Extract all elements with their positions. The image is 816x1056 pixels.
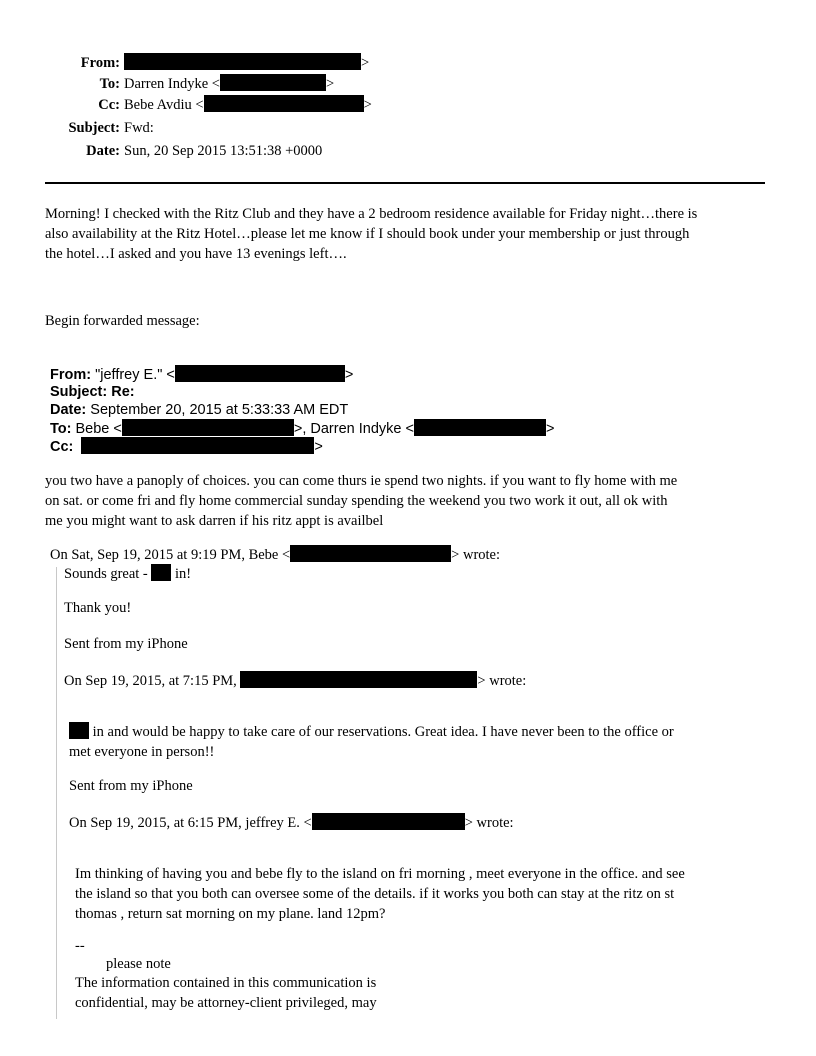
to-name: Darren Indyke < xyxy=(124,76,220,92)
body-line: the hotel…I asked and you have 13 evenings left…. xyxy=(45,246,347,262)
redacted-fwd-to-email-1 xyxy=(122,419,294,436)
attribution-3: On Sep 19, 2015, at 6:15 PM, jeffrey E. < > wrote: xyxy=(69,815,514,831)
fwd-from-close: > xyxy=(344,367,354,383)
redacted-fwd-to-email-2 xyxy=(414,419,546,436)
subject-value: Fwd: xyxy=(124,120,154,136)
fwd-to-value1: Bebe < xyxy=(75,421,122,437)
quoted-message-3: Im thinking of having you and bebe fly to the island on fri morning , meet everyone in the office. and see the island so that you both can oversee some of the details. if it works you both can stay at the ritz on st thomas , return sat morning on my plane. land 12pm? xyxy=(75,866,685,922)
to-close-bracket: > xyxy=(325,76,335,92)
quote-bar xyxy=(56,567,57,1019)
quoted-message-2: in and would be happy to take care of our reservations. Great idea. I have never been to the office or met everyone in person!! xyxy=(69,724,674,760)
header-divider xyxy=(45,182,765,184)
fwd-date-label: Date: xyxy=(50,402,87,418)
fwd-date-row xyxy=(50,401,348,419)
fwd-to-value2: >, Darren Indyke < xyxy=(293,421,414,437)
body-line: Morning! I checked with the Ritz Club and they have a 2 bedroom residence available for Friday night…there is xyxy=(45,206,698,222)
cc-label: Cc: xyxy=(98,97,120,113)
subject-label: Subject: xyxy=(68,120,120,136)
reply-line: you two have a panoply of choices. you can come thurs ie spend two nights. if you want to fly home with me xyxy=(45,473,678,489)
fwd-cc-close: > xyxy=(314,439,323,455)
fwd-cc-label: Cc: xyxy=(50,439,74,455)
signature-dash: -- xyxy=(75,938,85,954)
reply-line: me you might want to ask darren if his ritz appt is availbel xyxy=(45,513,384,529)
date-label: Date: xyxy=(86,143,120,159)
thanks-line: Thank you! xyxy=(64,600,132,616)
date-value: Sun, 20 Sep 2015 13:51:38 +0000 xyxy=(124,143,323,159)
fwd-from-value: "jeffrey E." < xyxy=(95,367,175,383)
to-label: To: xyxy=(99,76,120,92)
fwd-subject-row xyxy=(50,383,135,401)
fwd-to-close: > xyxy=(545,421,555,437)
attribution-2: On Sep 19, 2015, at 7:15 PM, > wrote: xyxy=(64,673,527,689)
from-label: From: xyxy=(80,55,120,71)
sent-from-iphone-1: Sent from my iPhone xyxy=(64,636,188,652)
reply-line: on sat. or come fri and fly home commercial sunday spending the weekend you two work it out, all ok with xyxy=(45,493,668,509)
cc-close-bracket: > xyxy=(363,97,372,113)
fwd-from-row xyxy=(50,365,353,384)
redacted-to-email xyxy=(220,74,326,91)
cc-name: Bebe Avdiu < xyxy=(124,97,204,113)
redacted-bebe-email xyxy=(290,545,451,562)
redacted-sender-email xyxy=(240,671,477,688)
confidentiality-notice: The information contained in this communication is confidential, may be attorney-client privileged, may xyxy=(75,975,377,1011)
body-line: also availability at the Ritz Hotel…please let me know if I should book under your membership or just through xyxy=(45,226,690,242)
fwd-to-label: To: xyxy=(50,421,72,437)
fwd-to-row xyxy=(50,419,554,438)
redacted-fwd-from-email xyxy=(175,365,345,382)
fwd-cc-row xyxy=(50,437,323,456)
fwd-subject-value: Re: xyxy=(111,384,135,400)
attribution-1: On Sat, Sep 19, 2015 at 9:19 PM, Bebe < > wrote: xyxy=(50,547,501,563)
reply-message xyxy=(45,471,677,531)
redacted-fwd-cc-email xyxy=(81,437,314,454)
redacted-jeffrey-email xyxy=(312,813,465,830)
forwarded-label: Begin forwarded message: xyxy=(45,313,200,329)
from-close-bracket: > xyxy=(361,55,370,71)
redacted-word xyxy=(151,564,171,581)
sent-from-iphone-2: Sent from my iPhone xyxy=(69,778,193,794)
body-message xyxy=(45,204,697,264)
fwd-from-label: From: xyxy=(50,367,92,383)
redacted-from-email xyxy=(124,53,361,70)
redacted-cc-email xyxy=(204,95,364,112)
signature-note: please note xyxy=(106,956,171,972)
fwd-subject-label: Subject: xyxy=(50,384,108,400)
fwd-date-value: September 20, 2015 at 5:33:33 AM EDT xyxy=(90,402,349,418)
quoted-message-1: Sounds great - in! xyxy=(64,566,192,582)
redacted-word xyxy=(69,722,89,739)
